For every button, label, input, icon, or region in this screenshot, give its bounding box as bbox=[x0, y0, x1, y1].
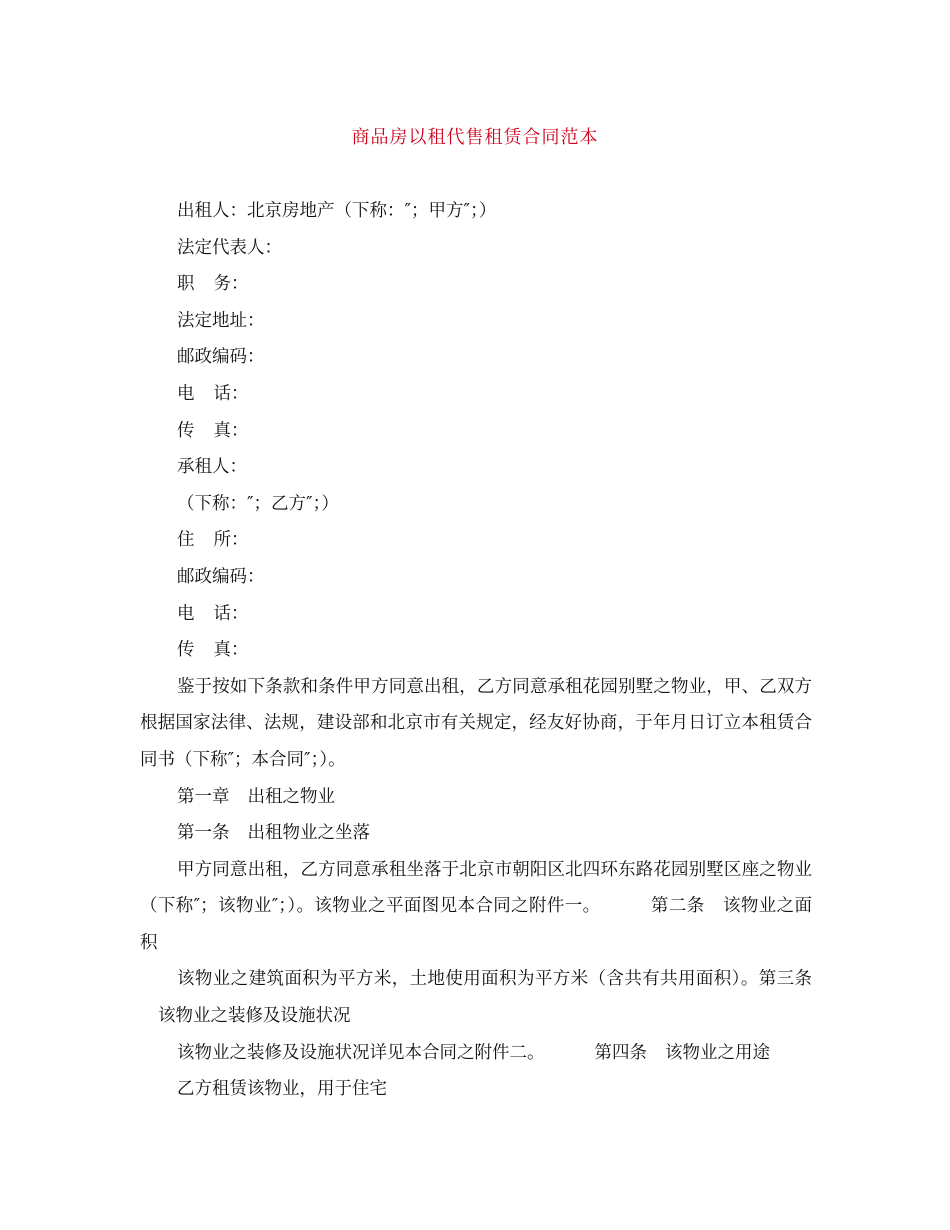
chapter-1-heading bbox=[140, 779, 812, 816]
preamble-paragraph: 鉴于按如下条款和条件甲方同意出租，乙方同意承租花园别墅之物业，甲、乙双方根据国家法律、法规，建设部和北京市有关规定，经友好协商，于年月日订立本租赁合同书（下称″；本合同″；）。 bbox=[140, 676, 812, 770]
lessor-fax bbox=[140, 413, 812, 450]
lessor-fax-label-a: 传 bbox=[177, 420, 195, 441]
chapter-1-title: 出租之物业 bbox=[247, 786, 335, 807]
article-2-number: 第二条 bbox=[650, 896, 705, 917]
lessee-alias-line: （下称：″；乙方″；） bbox=[177, 493, 339, 514]
article-1-number: 第一条 bbox=[177, 823, 230, 844]
lessee-phone-label-b: 话： bbox=[213, 603, 249, 624]
article-1-text: 甲方同意出租，乙方同意承租坐落于北京市朝阳区北四环东路花园别墅区座之物业（下称″；该物业″；）。该物业之平面图见本合同之附件一。 bbox=[140, 859, 812, 917]
lessee-postcode: 邮政编码： bbox=[177, 566, 265, 587]
article-2-title: 该物业之面积 bbox=[140, 896, 813, 953]
article-1-heading bbox=[140, 815, 812, 852]
lessor-phone bbox=[140, 376, 812, 413]
article-4-title: 该物业之用途 bbox=[665, 1042, 770, 1063]
document-title: 商品房以租代售租赁合同范本 bbox=[351, 127, 599, 148]
article-3-title: 该物业之装修及设施状况 bbox=[158, 1006, 351, 1027]
article-1-title: 出租物业之坐落 bbox=[247, 823, 370, 844]
lessee-residence bbox=[140, 522, 812, 559]
article-3-paragraph bbox=[140, 1035, 812, 1072]
lessor-name-line: 出租人：北京房地产（下称：″；甲方″；） bbox=[177, 201, 497, 221]
lessor-postcode: 邮政编码： bbox=[177, 347, 265, 368]
lessor-position bbox=[140, 266, 812, 303]
lessee-phone bbox=[140, 596, 812, 633]
lessor-address: 法定地址： bbox=[177, 310, 265, 331]
article-1-paragraph bbox=[140, 852, 812, 962]
lessee-phone-label-a: 电 bbox=[177, 603, 195, 624]
chapter-1-number: 第一章 bbox=[177, 786, 230, 807]
lessee-fax-label-b: 真： bbox=[213, 640, 249, 661]
lessor-phone-label-a: 电 bbox=[177, 383, 195, 404]
lessor-fax-label-b: 真： bbox=[213, 420, 249, 441]
lessee-fax-label-a: 传 bbox=[177, 640, 195, 661]
lessor-legal-rep: 法定代表人： bbox=[177, 237, 282, 258]
article-3-number: 第三条 bbox=[758, 969, 813, 990]
article-2-text: 该物业之建筑面积为平方米，土地使用面积为平方米（含共有共用面积）。 bbox=[177, 969, 759, 990]
lessor-phone-label-b: 话： bbox=[213, 383, 249, 404]
article-2-paragraph bbox=[140, 961, 812, 1034]
document-body bbox=[140, 193, 812, 1108]
article-3-text: 该物业之装修及设施状况详见本合同之附件二。 bbox=[177, 1042, 545, 1063]
lessee-fax bbox=[140, 632, 812, 669]
lessee-residence-label-b: 所： bbox=[213, 530, 249, 551]
article-4-paragraph: 乙方租赁该物业，用于住宅 bbox=[177, 1079, 387, 1100]
lessor-position-label-a: 职 bbox=[177, 274, 195, 295]
lessee-residence-label-a: 住 bbox=[177, 530, 195, 551]
lessor-position-label-b: 务： bbox=[213, 274, 249, 295]
article-4-number: 第四条 bbox=[594, 1042, 647, 1063]
lessee-name-line: 承租人： bbox=[177, 457, 247, 478]
